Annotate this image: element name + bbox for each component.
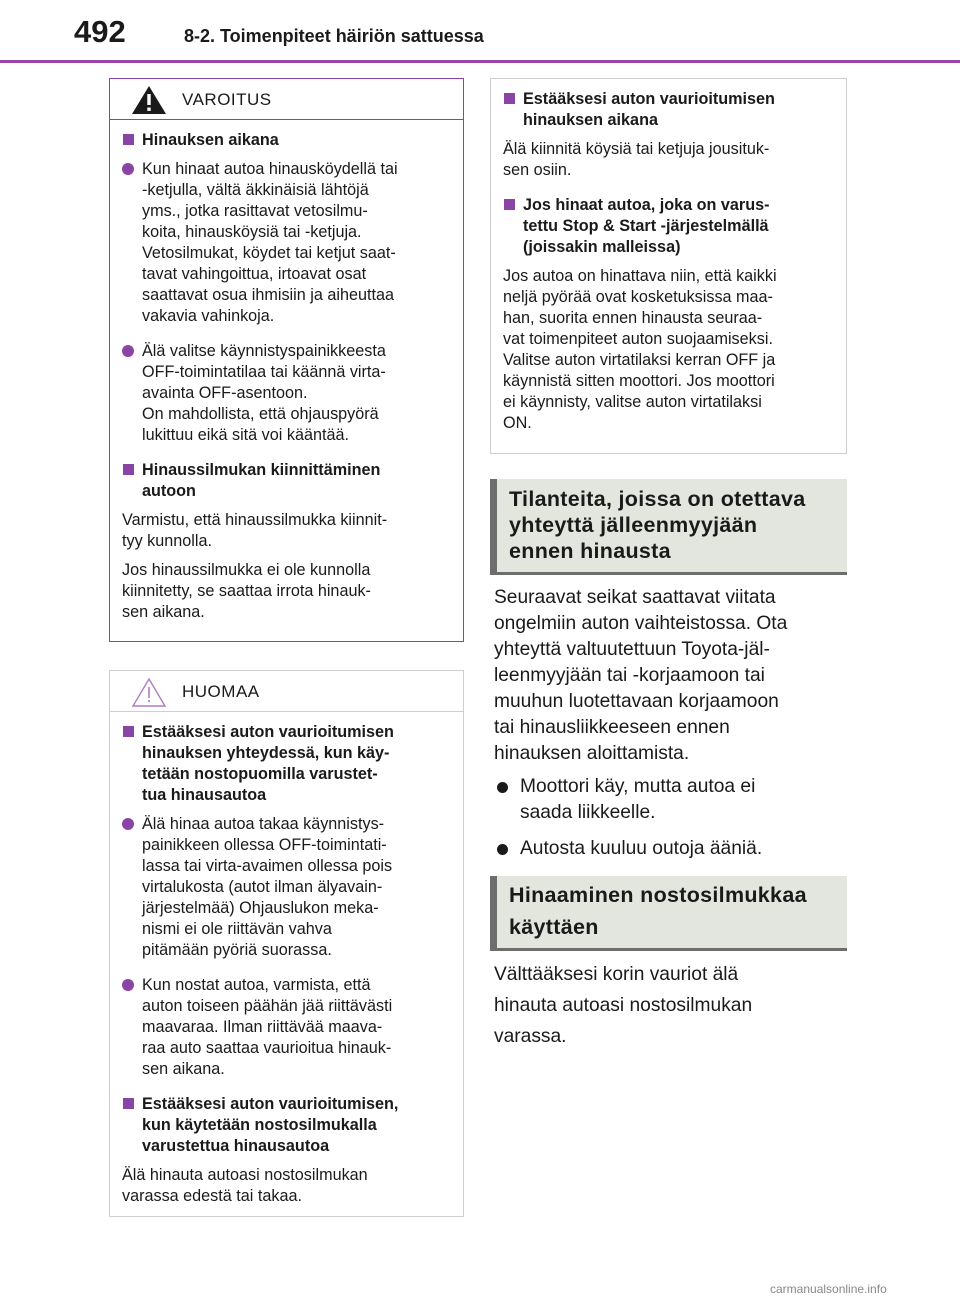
text-line: raa auto saattaa vaurioitua hinauk-	[142, 1039, 392, 1057]
section-title: 8-2. Toimenpiteet häiriön sattuessa	[184, 26, 484, 46]
warning-label: VAROITUS	[182, 90, 272, 109]
section-heading-lifting-eyelet	[490, 876, 847, 951]
heading-text: autoon	[142, 482, 196, 500]
text-line: painikkeen ollessa OFF-toimintati-	[142, 836, 387, 854]
square-bullet-icon	[123, 464, 134, 475]
text-line: vakavia vahinkoja.	[142, 307, 275, 325]
text-line: Älä hinaa autoa takaa käynnistys-	[142, 815, 385, 833]
warning-triangle-icon	[130, 84, 168, 116]
text-line: kiinnitetty, se saattaa irrota hinauk-	[122, 582, 371, 600]
header-rule	[0, 60, 960, 63]
heading-text: hinauksen aikana	[523, 111, 658, 129]
text-line: pitämään pyöriä suorassa.	[142, 941, 332, 959]
heading-text: Jos hinaat autoa, joka on varus-	[523, 196, 770, 214]
text-line: avainta OFF-asentoon.	[142, 384, 308, 402]
text-line: Kun nostat autoa, varmista, että	[142, 976, 371, 994]
page-number: 492	[74, 14, 126, 49]
text-line: ON.	[503, 414, 532, 432]
text-line: vat toimenpiteet auton suojaamiseksi.	[503, 330, 773, 348]
warning-bullet-2	[122, 341, 449, 446]
text-line: sen aikana.	[142, 1060, 225, 1078]
text-line: leenmyyjään tai -korjaamoon tai	[494, 665, 765, 686]
page-header	[0, 0, 960, 62]
round-bullet-icon	[497, 782, 508, 793]
text-line: Kun hinaat autoa hinausköydellä tai	[142, 160, 398, 178]
text-line: muuhun luotettavaan korjaamoon	[494, 691, 779, 712]
text-line: maavaraa. Ilman riittävää maava-	[142, 1018, 383, 1036]
warning-paragraph-1	[122, 510, 449, 552]
heading-text: Estääksesi auton vaurioitumisen,	[142, 1095, 399, 1113]
round-bullet-icon	[122, 163, 134, 175]
warning-box-header	[110, 79, 463, 120]
text-line: Varmistu, että hinaussilmukka kiinnit-	[122, 511, 388, 529]
heading-bar	[490, 876, 497, 948]
text-line: sen osiin.	[503, 161, 572, 179]
text-line: järjestelmää) Ohjauslukon meka-	[142, 899, 379, 917]
notice-label: HUOMAA	[182, 682, 260, 701]
text-line: Välttääksesi korin vauriot älä	[494, 964, 739, 985]
text-line: -ketjulla, vältä äkkinäisiä lähtöjä	[142, 181, 369, 199]
text-line: Autosta kuuluu outoja ääniä.	[520, 838, 763, 859]
right-paragraph-1	[503, 139, 832, 181]
text-line: auton toiseen päähän jää riittävästi	[142, 997, 393, 1015]
text-line: ongelmiin auton vaihteistossa. Ota	[494, 613, 788, 634]
warning-heading-eyelet	[122, 460, 449, 502]
text-line: yms., jotka rasittavat vetosilmu-	[142, 202, 368, 220]
section-heading-contact-dealer	[490, 479, 847, 575]
text-line: varassa.	[494, 1026, 567, 1047]
text-line: lassa tai virta-avaimen ollessa pois	[142, 857, 393, 875]
heading-text: tettu Stop & Start -järjestelmällä	[523, 217, 769, 235]
text-line: Älä kiinnitä köysiä tai ketjuja jousituk-	[503, 140, 770, 158]
text-line: tai hinausliikkeeseen ennen	[494, 717, 730, 738]
text-line: saada liikkeelle.	[520, 802, 656, 823]
text-line: yhteyttä valtuutettuun Toyota-jäl-	[494, 639, 770, 660]
text-line: tavat vahingoittua, irtoavat osat	[142, 265, 367, 283]
list-item	[494, 774, 844, 826]
text-line: Seuraavat seikat saattavat viitata	[494, 587, 776, 608]
text-line: On mahdollista, että ohjauspyörä	[142, 405, 379, 423]
warning-box	[109, 78, 464, 642]
warning-paragraph-2	[122, 560, 449, 623]
text-line: neljä pyörää ovat kosketuksissa maa-	[503, 288, 773, 306]
text-line: varassa edestä tai takaa.	[122, 1187, 302, 1205]
symptom-list	[494, 774, 844, 872]
right-heading-damage	[503, 89, 832, 131]
outro-paragraph	[494, 959, 844, 1052]
heading-text: Hinauksen aikana	[142, 131, 279, 149]
right-paragraph-2	[503, 266, 832, 434]
heading-text: Estääksesi auton vaurioitumisen	[523, 90, 775, 108]
heading-text: hinauksen yhteydessä, kun käy-	[142, 744, 390, 762]
text-line: tyy kunnolla.	[122, 532, 212, 550]
text-line: sen aikana.	[122, 603, 205, 621]
heading-line: käyttäen	[509, 915, 599, 939]
heading-line: yhteyttä jälleenmyyjään	[509, 513, 758, 537]
intro-paragraph	[494, 585, 844, 767]
text-line: saattavat osua ihmisiin ja aiheuttaa	[142, 286, 394, 304]
round-bullet-icon	[122, 818, 134, 830]
heading-line: ennen hinausta	[509, 539, 671, 563]
heading-bar	[490, 479, 497, 572]
heading-text: tua hinausautoa	[142, 786, 267, 804]
right-heading-stop-start	[503, 195, 832, 258]
text-line: ei käynnisty, valitse auton virtatilaksi	[503, 393, 762, 411]
notice-box-header	[110, 671, 463, 712]
text-line: Valitse auton virtatilaksi kerran OFF ja	[503, 351, 776, 369]
notice-paragraph-1	[122, 1165, 449, 1207]
text-line: käynnistä sitten moottori. Jos moottori	[503, 372, 775, 390]
notice-heading-lift	[122, 1094, 449, 1157]
notice-bullet-2	[122, 975, 449, 1080]
warning-heading-towing	[122, 130, 449, 151]
notice-box	[109, 670, 464, 1217]
square-bullet-icon	[123, 726, 134, 737]
heading-text: varustettua hinausautoa	[142, 1137, 330, 1155]
heading-line: Tilanteita, joissa on otettava	[509, 487, 806, 511]
heading-text: Estääksesi auton vaurioitumisen	[142, 723, 394, 741]
text-line: Älä hinauta autoasi nostosilmukan	[122, 1166, 368, 1184]
notice-heading-boom	[122, 722, 449, 806]
text-line: Jos hinaussilmukka ei ole kunnolla	[122, 561, 371, 579]
text-line: OFF-toimintatilaa tai käännä virta-	[142, 363, 386, 381]
text-line: hinauksen aloittamista.	[494, 743, 690, 764]
heading-text: (joissakin malleissa)	[523, 238, 681, 256]
text-line: Jos autoa on hinattava niin, että kaikki	[503, 267, 777, 285]
text-line: Vetosilmukat, köydet tai ketjut saat-	[142, 244, 396, 262]
text-line: hinauta autoasi nostosilmukan	[494, 995, 753, 1016]
footer-watermark: carmanualsonline.info	[770, 1282, 887, 1296]
text-line: Moottori käy, mutta autoa ei	[520, 776, 756, 797]
text-line: virtalukosta (autot ilman älyavain-	[142, 878, 383, 896]
square-bullet-icon	[123, 1098, 134, 1109]
round-bullet-icon	[497, 844, 508, 855]
text-line: Älä valitse käynnistyspainikkeesta	[142, 342, 386, 360]
square-bullet-icon	[504, 199, 515, 210]
square-bullet-icon	[504, 93, 515, 104]
heading-line: Hinaaminen nostosilmukkaa	[509, 883, 807, 907]
round-bullet-icon	[122, 345, 134, 357]
text-line: nismi ei ole riittävän vahva	[142, 920, 332, 938]
caution-triangle-icon	[130, 676, 168, 708]
heading-text: kun käytetään nostosilmukalla	[142, 1116, 377, 1134]
round-bullet-icon	[122, 979, 134, 991]
text-line: lukittuu eikä sitä voi kääntää.	[142, 426, 349, 444]
square-bullet-icon	[123, 134, 134, 145]
heading-text: Hinaussilmukan kiinnittäminen	[142, 461, 381, 479]
notice-bullet-1	[122, 814, 449, 961]
list-item	[494, 836, 844, 862]
heading-text: tetään nostopuomilla varustet-	[142, 765, 378, 783]
text-line: koita, hinausköysiä tai -ketjuja.	[142, 223, 362, 241]
warning-bullet-1	[122, 159, 449, 327]
right-info-box	[490, 78, 847, 454]
text-line: han, suorita ennen hinausta seuraa-	[503, 309, 763, 327]
